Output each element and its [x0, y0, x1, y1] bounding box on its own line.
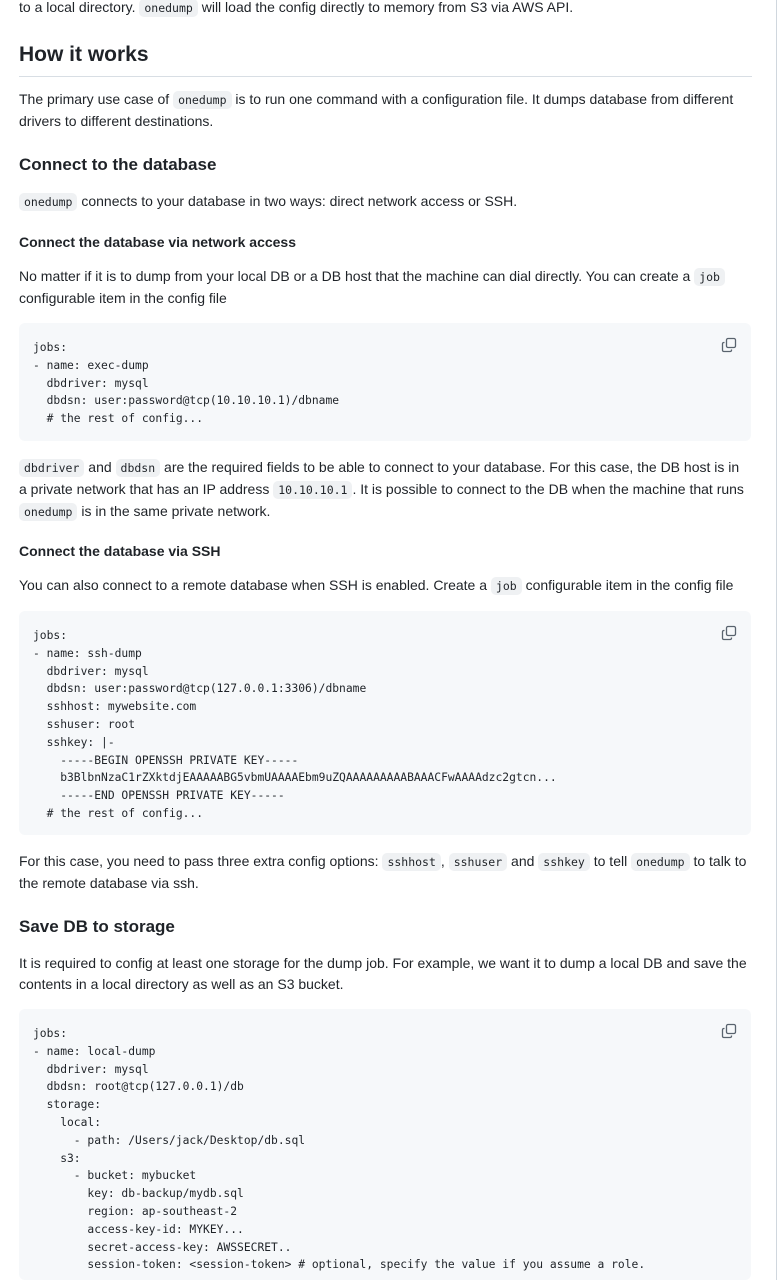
section-heading-storage: Save DB to storage — [19, 917, 175, 936]
inline-code: onedump — [19, 503, 77, 521]
paragraph-text: to talk to the remote database via ssh. — [19, 853, 747, 891]
inline-code: sshuser — [449, 853, 507, 871]
inline-code: dbdriver — [19, 459, 84, 477]
intro-tail-paragraph — [19, 0, 749, 19]
paragraph-text: , — [440, 853, 449, 869]
paragraph-text: . It is possible to connect to the DB when the machine that runs — [352, 481, 744, 497]
content-border — [776, 0, 777, 1280]
code-content: jobs: - name: exec-dump dbdriver: mysql dbdsn: user:password@tcp(10.10.10.1)/dbname # the rest of config... — [33, 341, 340, 426]
paragraph-text: configurable item in the config file — [521, 577, 734, 593]
section-heading-connect: Connect to the database — [19, 155, 217, 174]
inline-code: sshkey — [538, 853, 590, 871]
code-block-storage — [19, 1009, 751, 1280]
copy-icon[interactable] — [719, 335, 739, 355]
paragraph-text: No matter if it is to dump from your local DB or a DB host that the machine can dial directly. You can create a — [19, 268, 695, 284]
connect-paragraph — [19, 191, 749, 213]
code-block-network — [19, 323, 751, 441]
section-heading-ssh: Connect the database via SSH — [19, 543, 221, 559]
ssh-explanation-paragraph — [19, 851, 749, 894]
inline-code: job — [694, 268, 725, 286]
ssh-paragraph — [19, 575, 749, 597]
copy-icon[interactable] — [719, 1021, 739, 1041]
inline-code: 10.10.10.1 — [273, 481, 352, 499]
paragraph-text: The primary use case of — [19, 91, 174, 107]
paragraph-text: connects to your database in two ways: direct network access or SSH. — [77, 193, 518, 209]
inline-code: sshhost — [382, 853, 440, 871]
paragraph-text: and — [84, 459, 116, 475]
paragraph-text: is to run one command with a configuration file. It dumps database from different drivers to different destinations. — [19, 91, 734, 129]
code-content: jobs: - name: local-dump dbdriver: mysql dbdsn: root@tcp(127.0.0.1)/db storage: local: - path: /Users/jack/Desktop/db.sql s3: - bucket: mybucket key: db-backup/mydb.sql region: ap-southeast-2 access-key-id: MYKEY... secret-access-key: AWSSECRET.. session-token: <session-token> # optional, specify the value if you assume a role. — [33, 1027, 646, 1272]
network-paragraph — [19, 266, 749, 309]
intro-text: to a local directory. — [19, 0, 140, 15]
paragraph-text: configurable item in the config file — [19, 290, 227, 306]
paragraph-text: is in the same private network. — [77, 503, 271, 519]
paragraph-text: are the required fields to be able to connect to your database. For this case, the DB host is in a private network that has an IP address — [19, 459, 740, 497]
paragraph-text: You can also connect to a remote database when SSH is enabled. Create a — [19, 577, 491, 593]
how-it-works-paragraph — [19, 89, 749, 132]
code-block-ssh — [19, 611, 751, 835]
section-heading-network: Connect the database via network access — [19, 234, 296, 250]
paragraph-text: For this case, you need to pass three extra config options: — [19, 853, 383, 869]
inline-code: job — [491, 577, 522, 595]
intro-text: will load the config directly to memory from S3 via AWS API. — [197, 0, 574, 15]
storage-paragraph: It is required to config at least one storage for the dump job. For example, we want it to dump a local DB and save the contents in a local directory as well as an S3 bucket. — [19, 955, 747, 992]
inline-code: onedump — [19, 193, 77, 211]
inline-code: dbdsn — [116, 459, 161, 477]
code-content: jobs: - name: ssh-dump dbdriver: mysql dbdsn: user:password@tcp(127.0.0.1:3306)/dbname sshhost: mywebsite.com sshuser: root sshkey: |- -----BEGIN OPENSSH PRIVATE KEY----- b3BlbnNzaC1rZXktdjEAAAAABG5vbmUAAAAEbm9uZQAAAAAAAAABAAACFwAAAAdzc2gtcn... -----END OPENSSH PRIVATE KEY----- # the rest of config... — [33, 629, 557, 820]
copy-icon[interactable] — [719, 623, 739, 643]
inline-code: onedump — [631, 853, 689, 871]
inline-code: onedump — [139, 0, 197, 17]
paragraph-text: to tell — [589, 853, 632, 869]
inline-code: onedump — [173, 91, 231, 109]
paragraph-text: and — [507, 853, 539, 869]
section-heading-how-it-works: How it works — [19, 40, 752, 77]
network-explanation-paragraph — [19, 457, 749, 523]
